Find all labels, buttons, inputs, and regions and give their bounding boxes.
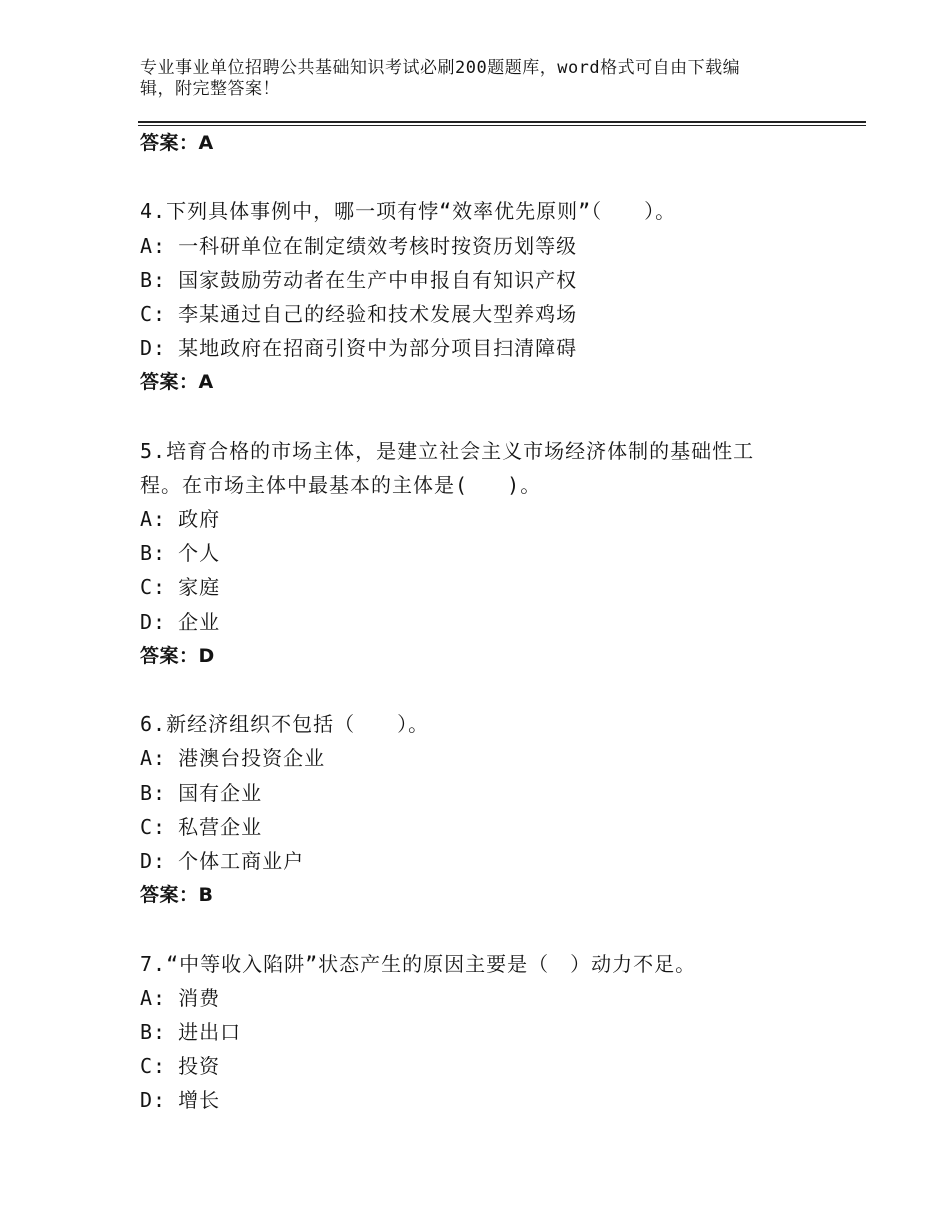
option-a: [140, 981, 754, 1015]
option-a: [140, 229, 754, 263]
option-key: A:: [140, 507, 167, 532]
option-text: 家庭: [178, 575, 221, 600]
option-key: D:: [140, 848, 167, 873]
answer-line: 答案：A: [140, 132, 214, 154]
question-5: [140, 434, 754, 673]
question-text: 7.“中等收入陷阱”状态产生的原因主要是（ ）动力不足。: [140, 951, 697, 976]
question-text: 6.新经济组织不包括（ ）。: [140, 712, 430, 737]
option-key: C:: [140, 814, 167, 839]
question-list: [140, 126, 754, 1117]
option-key: D:: [140, 336, 167, 361]
option-b: [140, 776, 754, 810]
option-text: 某地政府在招商引资中为部分项目扫清障碍: [178, 336, 578, 361]
question-text: 5.培育合格的市场主体，是建立社会主义市场经济体制的基础性工: [140, 438, 755, 463]
option-key: C:: [140, 301, 167, 326]
option-c: [140, 1049, 754, 1083]
option-b: [140, 1015, 754, 1049]
option-c: [140, 297, 754, 331]
option-text: 企业: [178, 609, 221, 634]
option-text: 私营企业: [178, 814, 263, 839]
option-key: B:: [140, 1019, 167, 1044]
header-rule-thick: [138, 121, 866, 123]
page-header: [140, 58, 740, 100]
option-text: 国有企业: [178, 780, 263, 805]
option-text: 投资: [178, 1054, 221, 1079]
option-a: [140, 502, 754, 536]
option-d: [140, 605, 754, 639]
answer-line: 答案：A: [140, 371, 214, 394]
option-key: A:: [140, 233, 167, 258]
option-key: C:: [140, 575, 167, 600]
question-text: 程。在市场主体中最基本的主体是( )。: [140, 472, 542, 497]
option-text: 李某通过自己的经验和技术发展大型养鸡场: [178, 301, 578, 326]
option-key: D:: [140, 1088, 167, 1113]
option-text: 一科研单位在制定绩效考核时按资历划等级: [178, 233, 578, 258]
option-text: 政府: [178, 507, 221, 532]
answer-line: 答案：D: [140, 644, 215, 667]
option-c: [140, 810, 754, 844]
option-key: C:: [140, 1054, 167, 1079]
option-text: 消费: [178, 985, 221, 1010]
option-d: [140, 331, 754, 365]
answer-line: 答案：B: [140, 884, 214, 907]
question-4: [140, 194, 754, 399]
header-line: 专业事业单位招聘公共基础知识考试必刷200题题库，word格式可自由下载编: [140, 58, 741, 78]
option-a: [140, 741, 754, 775]
question-6: [140, 707, 754, 912]
option-text: 个人: [178, 541, 221, 566]
option-key: D:: [140, 609, 167, 634]
question-7: [140, 947, 754, 1118]
option-key: A:: [140, 985, 167, 1010]
option-key: B:: [140, 541, 167, 566]
option-d: [140, 844, 754, 878]
option-key: B:: [140, 267, 167, 292]
option-text: 国家鼓励劳动者在生产中申报自有知识产权: [178, 267, 578, 292]
option-text: 港澳台投资企业: [178, 746, 326, 771]
header-line: 辑，附完整答案！: [140, 79, 280, 99]
option-text: 增长: [178, 1088, 221, 1113]
option-text: 个体工商业户: [178, 848, 305, 873]
option-d: [140, 1083, 754, 1117]
option-b: [140, 263, 754, 297]
option-key: A:: [140, 746, 167, 771]
option-text: 进出口: [178, 1019, 242, 1044]
option-key: B:: [140, 780, 167, 805]
question-text: 4.下列具体事例中，哪一项有悖“效率优先原则”（ ）。: [140, 199, 677, 224]
option-c: [140, 570, 754, 604]
option-b: [140, 536, 754, 570]
